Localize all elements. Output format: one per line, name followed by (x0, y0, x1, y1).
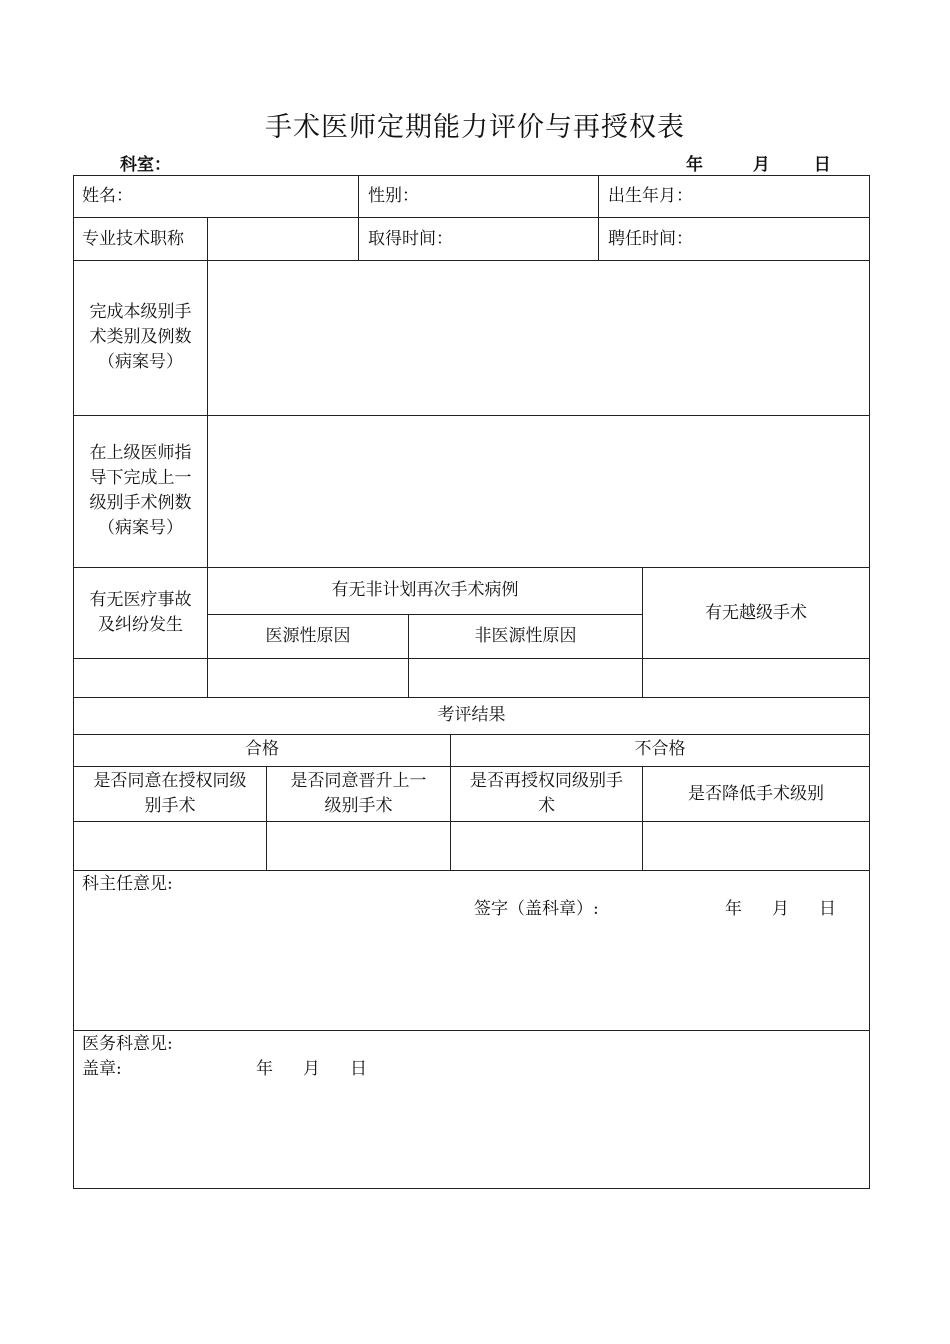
line-h (73, 260, 870, 261)
supervised-line-4: （病案号） (98, 518, 183, 538)
director-day: 日 (819, 899, 836, 919)
pass-label: 合格 (245, 739, 279, 759)
hire-time-label: 聘任时间： (608, 229, 693, 249)
medical-office-day: 日 (350, 1059, 367, 1079)
incident-label (74, 588, 207, 638)
director-year: 年 (725, 899, 742, 919)
medical-office-year: 年 (256, 1059, 273, 1079)
supervised-surgeries-label (74, 441, 207, 541)
promote-level-label (267, 769, 450, 819)
incident-line-2: 及纠纷发生 (98, 615, 183, 635)
birth-label: 出生年月： (608, 186, 693, 206)
director-opinion-label: 科主任意见: (82, 874, 173, 894)
line-h (73, 766, 870, 767)
border-right (869, 175, 870, 1189)
fail-label: 不合格 (634, 739, 686, 759)
header-day: 日 (813, 155, 831, 175)
incident-line-1: 有无医疗事故 (89, 590, 192, 610)
director-date (725, 897, 836, 922)
form-title: 手术医师定期能力评价与再授权表 (265, 112, 685, 143)
header-date (686, 150, 831, 175)
supervised-line-3: 级别手术例数 (89, 493, 192, 513)
line-h (73, 415, 870, 416)
medical-office-opinion-label: 医务科意见: (82, 1034, 173, 1054)
header-year: 年 (686, 155, 703, 175)
line-v (598, 175, 599, 261)
non-medical-cause-label: 非医源性原因 (474, 626, 577, 646)
line-h (73, 697, 870, 698)
reauthorize-again-label (451, 769, 642, 819)
line-v (642, 567, 643, 698)
reauth-again-line-2: 术 (538, 796, 555, 816)
line-h (73, 734, 870, 735)
completed-line-1: 完成本级别手 (89, 302, 192, 322)
line-h (73, 217, 870, 218)
director-month: 月 (772, 899, 789, 919)
line-v (358, 175, 359, 261)
supervised-line-2: 导下完成上一 (89, 468, 192, 488)
promote-line-1: 是否同意晋升上一 (290, 771, 427, 791)
obtain-time-label: 取得时间： (368, 229, 453, 249)
gender-label: 性别： (368, 186, 419, 206)
medical-office-stamp-label: 盖章: (82, 1059, 122, 1079)
line-h (73, 821, 870, 822)
reauth-same-line-1: 是否同意在授权同级 (93, 771, 247, 791)
completed-line-3: （病案号） (98, 352, 183, 372)
line-h (73, 870, 870, 871)
evaluation-result-label: 考评结果 (437, 705, 506, 725)
line-h (73, 1030, 870, 1031)
border-top (73, 175, 870, 176)
line-h (73, 658, 870, 659)
unplanned-reoperation-label: 有无非计划再次手术病例 (331, 580, 519, 600)
supervised-line-1: 在上级医师指 (89, 443, 192, 463)
reauthorize-same-level-label (74, 769, 266, 819)
overlevel-surgery-label: 有无越级手术 (705, 603, 807, 623)
medical-cause-label: 医源性原因 (265, 626, 351, 646)
line-h (73, 567, 870, 568)
border-bottom (73, 1188, 870, 1189)
completed-surgeries-label (74, 300, 207, 375)
medical-office-date (256, 1057, 367, 1082)
downgrade-level-label: 是否降低手术级别 (688, 784, 824, 804)
professional-title-label: 专业技术职称 (82, 229, 184, 249)
director-signature-label: 签字（盖科章）: (474, 899, 599, 919)
header-month: 月 (752, 155, 770, 175)
medical-office-month: 月 (303, 1059, 320, 1079)
promote-line-2: 级别手术 (324, 796, 393, 816)
reauth-again-line-1: 是否再授权同级别手 (470, 771, 623, 791)
reauth-same-line-2: 别手术 (144, 796, 196, 816)
department-label: 科室： (120, 155, 171, 175)
line-h (207, 614, 643, 615)
completed-line-2: 术类别及例数 (89, 327, 192, 347)
name-label: 姓名： (82, 186, 133, 206)
